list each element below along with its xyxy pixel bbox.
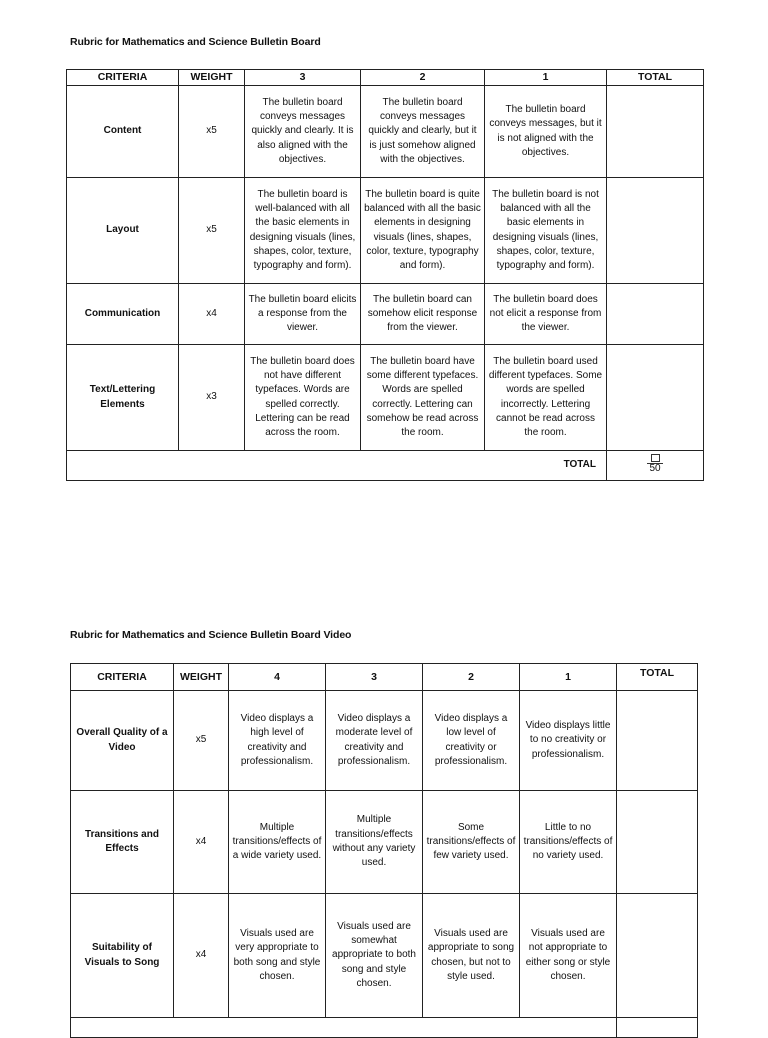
- weight-cell: x3: [179, 345, 245, 451]
- total-cell: [617, 894, 698, 1018]
- total-row: [67, 451, 704, 481]
- score-1-cell: Little to no transitions/effects of no variety used.: [520, 791, 617, 894]
- header-criteria: CRITERIA: [71, 664, 174, 691]
- score-3-cell: The bulletin board conveys messages quickly and clearly. It is also aligned with the objectives.: [245, 86, 361, 178]
- table-row: [71, 791, 698, 894]
- table-header-row: [67, 70, 704, 86]
- score-1-cell: The bulletin board is not balanced with all the basic elements in designing visuals (lines, shapes, color, texture, typography and form).: [485, 178, 607, 284]
- header-score-2: 2: [423, 664, 520, 691]
- criteria-cell: Suitability of Visuals to Song: [71, 894, 174, 1018]
- total-score-cell: [617, 1018, 698, 1038]
- score-2-cell: The bulletin board have some different typefaces. Words are spelled correctly. Lettering can somehow be read across the room.: [361, 345, 485, 451]
- score-3-cell: Visuals used are somewhat appropriate to both song and style chosen.: [326, 894, 423, 1018]
- score-2-cell: Some transitions/effects of few variety used.: [423, 791, 520, 894]
- total-cell: [617, 691, 698, 791]
- rubric2-title: Rubric for Mathematics and Science Bulletin Board Video: [70, 629, 352, 641]
- score-2-cell: Visuals used are appropriate to song chosen, but not to style used.: [423, 894, 520, 1018]
- score-4-cell: Video displays a high level of creativity and professionalism.: [229, 691, 326, 791]
- score-blank-box: [651, 454, 660, 462]
- total-cell: [607, 345, 704, 451]
- score-3-cell: Multiple transitions/effects without any variety used.: [326, 791, 423, 894]
- weight-cell: x4: [174, 894, 229, 1018]
- total-label: TOTAL: [67, 451, 607, 481]
- header-score-1: 1: [520, 664, 617, 691]
- score-3-cell: Video displays a moderate level of creativity and professionalism.: [326, 691, 423, 791]
- weight-cell: x4: [174, 791, 229, 894]
- score-2-cell: The bulletin board conveys messages quickly and clearly, but it is just somehow aligned with the objectives.: [361, 86, 485, 178]
- weight-cell: x5: [179, 178, 245, 284]
- table-row: [67, 345, 704, 451]
- total-cell: [617, 791, 698, 894]
- header-score-3: 3: [326, 664, 423, 691]
- total-cell: [607, 86, 704, 178]
- score-3-cell: The bulletin board elicits a response from the viewer.: [245, 284, 361, 345]
- table-row: [71, 894, 698, 1018]
- score-2-cell: Video displays a low level of creativity or professionalism.: [423, 691, 520, 791]
- header-total: TOTAL: [607, 70, 704, 86]
- header-weight: WEIGHT: [179, 70, 245, 86]
- header-score-1: 1: [485, 70, 607, 86]
- score-1-cell: Visuals used are not appropriate to either song or style chosen.: [520, 894, 617, 1018]
- total-cell: [607, 178, 704, 284]
- total-fraction: [647, 454, 662, 474]
- header-score-3: 3: [245, 70, 361, 86]
- table-row-partial: [71, 1018, 698, 1038]
- table-header-row: [71, 664, 698, 691]
- weight-cell: x5: [179, 86, 245, 178]
- header-score-2: 2: [361, 70, 485, 86]
- weight-cell: x5: [174, 691, 229, 791]
- criteria-cell: Text/Lettering Elements: [67, 345, 179, 451]
- score-4-cell: Multiple transitions/effects of a wide variety used.: [229, 791, 326, 894]
- score-2-cell: The bulletin board can somehow elicit response from the viewer.: [361, 284, 485, 345]
- rubric1-title: Rubric for Mathematics and Science Bulletin Board: [70, 36, 321, 48]
- rubric2-table: [70, 663, 698, 1038]
- criteria-cell: Content: [67, 86, 179, 178]
- criteria-cell: Overall Quality of a Video: [71, 691, 174, 791]
- score-3-cell: The bulletin board does not have different typefaces. Words are spelled correctly. Lettering can be read across the room.: [245, 345, 361, 451]
- table-row: [67, 178, 704, 284]
- criteria-cell: Transitions and Effects: [71, 791, 174, 894]
- rubric1-table: [66, 69, 704, 481]
- score-3-cell: The bulletin board is well-balanced with all the basic elements in designing visuals (lines, shapes, color, texture, typography and form).: [245, 178, 361, 284]
- total-label-cell: [71, 1018, 617, 1038]
- total-cell: [607, 284, 704, 345]
- header-criteria: CRITERIA: [67, 70, 179, 86]
- score-1-cell: The bulletin board used different typefaces. Some words are spelled incorrectly. Lettering cannot be read across the room.: [485, 345, 607, 451]
- header-weight: WEIGHT: [174, 664, 229, 691]
- score-2-cell: The bulletin board is quite balanced with all the basic elements in designing visuals (lines, shapes, color, texture, typography and form).: [361, 178, 485, 284]
- header-total: TOTAL: [617, 664, 698, 691]
- total-score-cell: [607, 451, 704, 481]
- table-row: [67, 86, 704, 178]
- table-row: [71, 691, 698, 791]
- header-score-4: 4: [229, 664, 326, 691]
- total-denominator: 50: [649, 463, 661, 475]
- weight-cell: x4: [179, 284, 245, 345]
- criteria-cell: Communication: [67, 284, 179, 345]
- score-1-cell: The bulletin board conveys messages, but it is not aligned with the objectives.: [485, 86, 607, 178]
- score-4-cell: Visuals used are very appropriate to both song and style chosen.: [229, 894, 326, 1018]
- criteria-cell: Layout: [67, 178, 179, 284]
- score-1-cell: Video displays little to no creativity or professionalism.: [520, 691, 617, 791]
- score-1-cell: The bulletin board does not elicit a response from the viewer.: [485, 284, 607, 345]
- table-row: [67, 284, 704, 345]
